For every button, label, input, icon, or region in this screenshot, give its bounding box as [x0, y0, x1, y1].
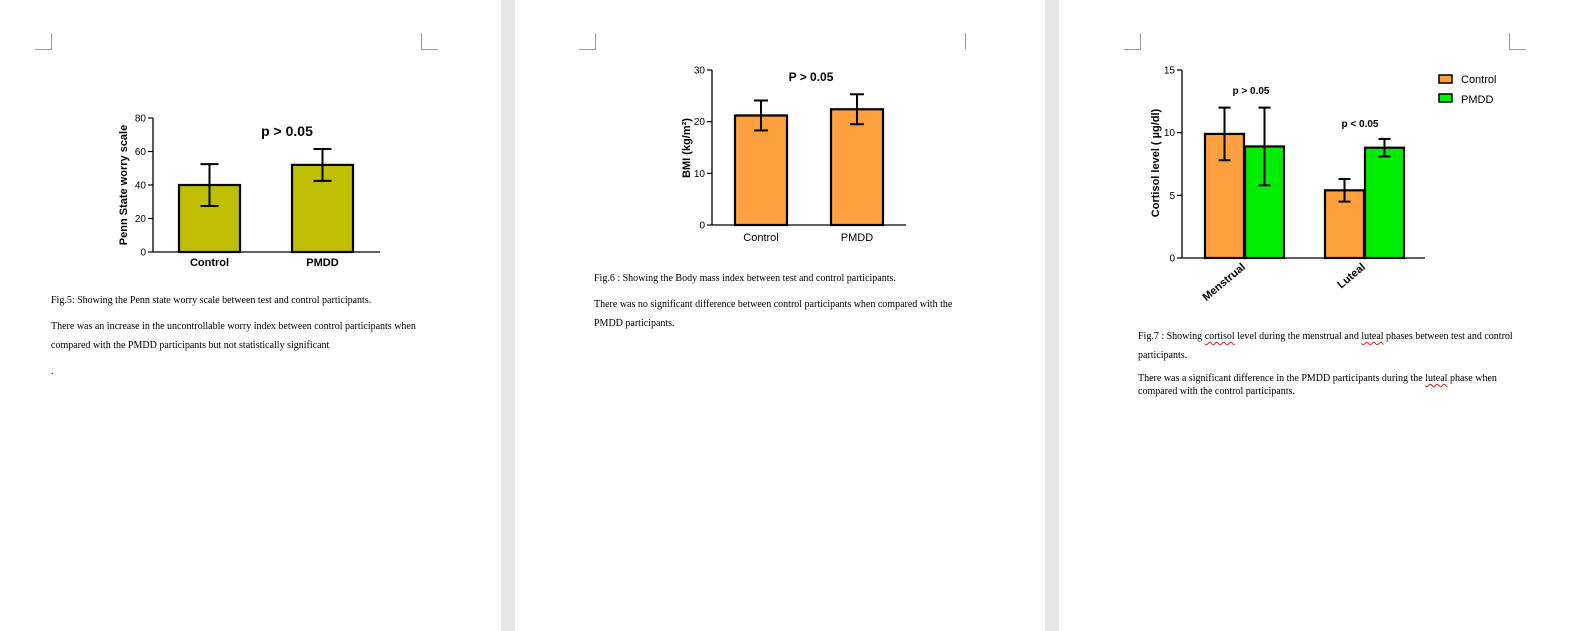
chart-annotation-menstrual: p > 0.05 [1232, 86, 1270, 97]
x-tick-label: Luteal [1335, 261, 1368, 292]
y-axis-label: BMI (kg/m²) [681, 118, 693, 178]
figure-description [1138, 372, 1516, 398]
description-part: phase when compared with the control participants. [1138, 373, 1497, 397]
bmi-bar-chart [515, 0, 1045, 260]
y-tick-label: 0 [140, 247, 146, 259]
description-spell-flag: luteal [1425, 373, 1448, 384]
figure-caption [1138, 327, 1518, 365]
y-tick-label: 0 [699, 220, 705, 232]
y-tick-label: 20 [693, 117, 705, 129]
chart-legend [1439, 74, 1496, 106]
caption-part: phases between test and control participants. [1138, 331, 1513, 361]
y-tick-label: 80 [134, 113, 146, 125]
bar-control [735, 115, 787, 225]
y-axis-label: Penn State worry scale [118, 124, 130, 246]
figure-description: There was an increase in the uncontrollable worry index between control participants when compared with the PMDD participants but not statistically significant [51, 321, 416, 351]
description-part: There was a significant difference in the PMDD participants during the [1138, 373, 1426, 384]
worry-scale-bar-chart [0, 0, 501, 290]
document-page-2 [515, 0, 1045, 631]
caption-part: level during the menstrual and [1234, 331, 1362, 342]
legend-label-pmdd: PMDD [1461, 94, 1494, 106]
x-tick-label: PMDD [840, 232, 874, 244]
chart-annotation: P > 0.05 [788, 70, 834, 84]
bar-pmdd [831, 109, 883, 225]
y-tick-label: 15 [1163, 65, 1175, 77]
caption-spell-flag: luteal [1361, 331, 1384, 342]
figure-caption: Fig.5: Showing the Penn state worry scale between test and control participants. [51, 295, 372, 306]
y-tick-label: 40 [134, 180, 146, 192]
document-page-1 [0, 0, 501, 631]
y-tick-label: 30 [693, 65, 705, 77]
cortisol-grouped-bar-chart [1059, 0, 1582, 320]
y-tick-label: 20 [134, 214, 146, 225]
legend-swatch-control [1439, 75, 1452, 83]
y-tick-label: 10 [1163, 128, 1175, 140]
y-tick-label: 5 [1169, 190, 1175, 202]
legend-label-control: Control [1461, 74, 1497, 86]
x-tick-label: Control [743, 232, 779, 244]
x-tick-label: Control [189, 257, 230, 269]
y-tick-label: 10 [693, 168, 705, 180]
legend-swatch-pmdd [1439, 94, 1452, 102]
y-axis-label: Cortisol level ( µg/dl) [1150, 108, 1162, 218]
chart-annotation-luteal: p < 0.05 [1341, 119, 1379, 130]
y-tick-label: 60 [134, 147, 146, 158]
x-tick-label: Menstrual [1200, 261, 1248, 304]
document-page-3 [1059, 0, 1582, 631]
chart-annotation: p > 0.05 [261, 123, 313, 139]
figure-description: There was no significant difference between control participants when compared with the PMDD participants. [594, 299, 953, 329]
x-tick-label: PMDD [306, 257, 339, 269]
trailing-period: . [51, 366, 54, 377]
caption-part: Fig.7 : Showing [1138, 331, 1205, 342]
figure-caption: Fig.6 : Showing the Body mass index between test and control participants. [594, 273, 896, 284]
bar-pmdd-luteal [1365, 148, 1404, 258]
caption-spell-flag: cortisol [1204, 331, 1235, 342]
y-tick-label: 0 [1169, 253, 1175, 265]
